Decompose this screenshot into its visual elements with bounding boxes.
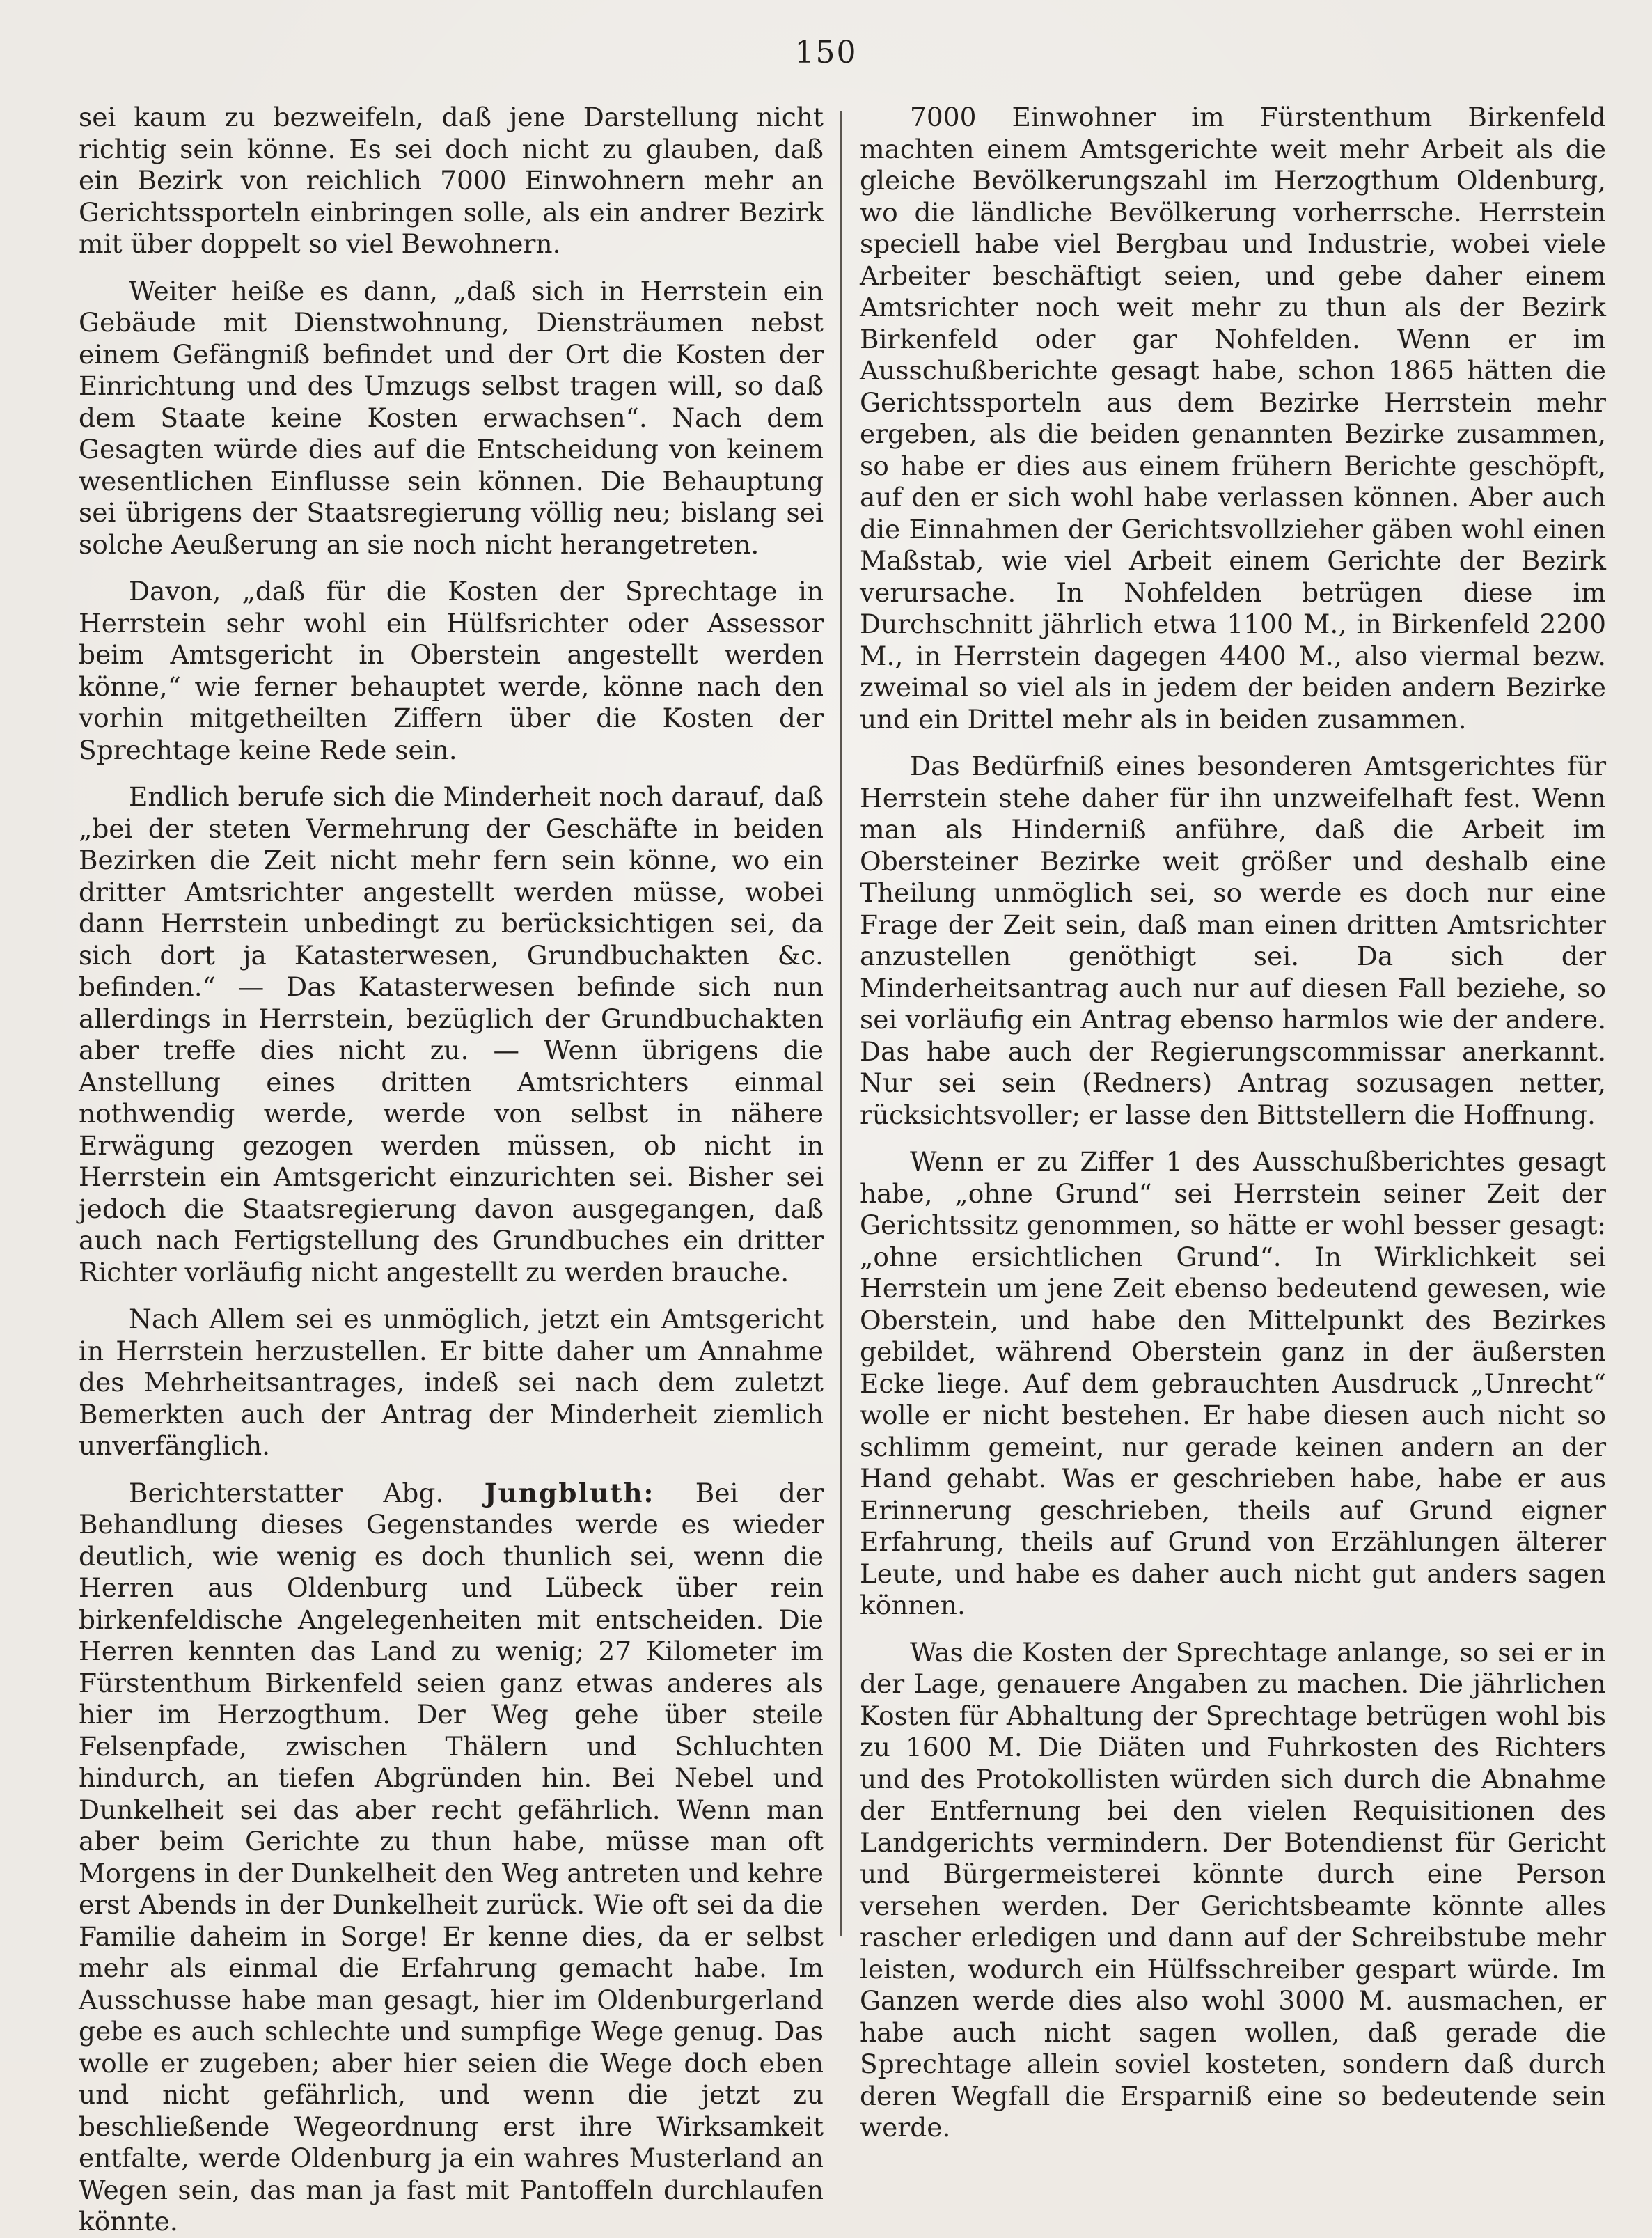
speaker-role: Berichterstatter Abg. [129,1477,444,1508]
paragraph: Wenn er zu Ziffer 1 des Ausschußberichtes gesagt habe, „ohne Grund“ sei Herrstein seiner Zeit der Gerichtssitz genommen, so hätte er wohl besser gesagt: „ohne ersichtlichen Grund“. In Wirklichkeit sei Herrstein um jene Zeit ebenso bedeutend gewesen, wie Oberstein, und habe den Mittelpunkt des Bezirkes gebildet, während Oberstein ganz in der äußersten Ecke liege. Auf dem gebrauchten Ausdruck „Unrecht“ wolle er nicht bestehen. Er habe diesen auch nicht so schlimm gemeint, nur gerade keinen andern an der Hand gehabt. Was er geschrieben habe, habe er aus Erinnerung geschrieben, theils auf Grund eigner Erfahrung, theils auf Grund von Erzählungen älterer Leute, und habe es daher auch nicht gut anders sagen können. [860,1146,1606,1620]
paragraph [79,1478,824,2238]
paragraph: Nach Allem sei es unmöglich, jetzt ein Amtsgericht in Herrstein herzustellen. Er bitte daher um Annahme des Mehrheitsantrages, indeß sei nach dem zuletzt Bemerkten auch der Antrag der Minderheit ziemlich unverfänglich. [79,1304,824,1461]
paragraph: Endlich berufe sich die Minderheit noch darauf, daß „bei der steten Vermehrung der Geschäfte in beiden Bezirken die Zeit nicht mehr fern sein könne, wo ein dritter Amtsrichter angestellt werden müsse, wobei dann Herrstein unbedingt zu berücksichtigen sei, da sich dort ja Katasterwesen, Grundbuchakten &c. befinden.“ — Das Katasterwesen befinde sich nun allerdings in Herrstein, bezüglich der Grundbuchakten aber treffe dies nicht zu. — Wenn übrigens die Anstellung eines dritten Amtsrichters einmal nothwendig werde, werde von selbst in nähere Erwägung gezogen werden müssen, ob nicht in Herrstein ein Amtsgericht einzurichten sei. Bisher sei jedoch die Staatsregierung davon ausgegangen, daß auch nach Fertigstellung des Grundbuches ein dritter Richter vorläufig nicht angestellt zu werden brauche. [79,781,824,1288]
speaker-name: Jungbluth: [484,1477,655,1508]
speech-text: Bei der Behandlung dieses Gegenstandes werde es wieder deutlich, wie wenig es doch thunlich sei, wenn die Herren aus Oldenburg und Lübeck über rein birkenfeldische Angelegenheiten mit entscheiden. Die Herren kennten das Land zu wenig; 27 Kilometer im Fürstenthum Birkenfeld seien ganz etwas anderes als hier im Herzogthum. Der Weg gehe über steile Felsenpfade, zwischen Thälern und Schluchten hindurch, an tiefen Abgründen hin. Bei Nebel und Dunkelheit sei das aber recht gefährlich. Wenn man aber beim Gerichte zu thun habe, müsse man oft Morgens in der Dunkelheit den Weg antreten und kehre erst Abends in der Dunkelheit zurück. Wie oft sei da die Familie daheim in Sorge! Er kenne dies, da er selbst mehr als einmal die Erfahrung gemacht habe. Im Ausschusse habe man gesagt, hier im Oldenburgerland gebe es auch schlechte und sumpfige Wege genug. Das wolle er zugeben; aber hier seien die Wege doch eben und nicht gefährlich, und wenn die jetzt zu beschließende Wegeordnung erst ihre Wirksamkeit entfalte, werde Oldenburg ja ein wahres Musterland an Wegen sein, das man ja fast mit Pantoffeln durchlaufen könnte. [79,1477,824,2237]
paragraph: sei kaum zu bezweifeln, daß jene Darstellung nicht richtig sein könne. Es sei doch nicht zu glauben, daß ein Bezirk von reichlich 7000 Einwohnern mehr an Gerichtssporteln einbringen solle, als ein andrer Bezirk mit über doppelt so viel Bewohnern. [79,102,824,259]
page-number: 150 [794,35,858,70]
paragraph: Das Bedürfniß eines besonderen Amtsgerichtes für Herrstein stehe daher für ihn unzweifelhaft fest. Wenn man als Hinderniß anführe, daß die Arbeit im Obersteiner Bezirke weit größer und deshalb eine Theilung unmöglich sei, so werde es doch nur eine Frage der Zeit sein, daß man einen dritten Amtsrichter anzustellen genöthigt sei. Da sich der Minderheitsantrag auch nur auf diesen Fall beziehe, so sei vorläufig ein Antrag ebenso harmlos wie der andere. Das habe auch der Regierungscommissar anerkannt. Nur sei sein (Redners) Antrag sozusagen netter, rücksichtsvoller; er lasse den Bittstellern die Hoffnung. [860,751,1606,1130]
paragraph: 7000 Einwohner im Fürstenthum Birkenfeld machten einem Amtsgerichte weit mehr Arbeit als die gleiche Bevölkerungszahl im Herzogthum Oldenburg, wo die ländliche Bevölkerung vorherrsche. Herrstein speciell habe viel Bergbau und Industrie, wobei viele Arbeiter beschäftigt seien, und gebe daher einem Amtsrichter noch weit mehr zu thun als der Bezirk Birkenfeld oder gar Nohfelden. Wenn er im Ausschußberichte gesagt habe, schon 1865 hätten die Gerichtssporteln aus dem Bezirke Herrstein mehr ergeben, als die beiden genannten Bezirke zusammen, so habe er dies aus einem frühern Berichte geschöpft, auf den er sich wohl habe verlassen können. Aber auch die Einnahmen der Gerichtsvollzieher gäben wohl einen Maßstab, wie viel Arbeit einem Gerichte der Bezirk verursache. In Nohfelden betrügen diese im Durchschnitt jährlich etwa 1100 M., in Birkenfeld 2200 M., in Herrstein dagegen 4400 M., also viermal bezw. zweimal so viel als in jedem der beiden andern Bezirke und ein Drittel mehr als in beiden zusammen. [860,102,1606,735]
paragraph: Weiter heiße es dann, „daß sich in Herrstein ein Gebäude mit Dienstwohnung, Diensträumen nebst einem Gefängniß befindet und der Ort die Kosten der Einrichtung und des Umzugs selbst tragen will, so daß dem Staate keine Kosten erwachsen“. Nach dem Gesagten würde dies auf die Entscheidung von keinem wesentlichen Einflusse sein können. Die Behauptung sei übrigens der Staatsregierung völlig neu; bislang sei solche Aeußerung an sie noch nicht herangetreten. [79,275,824,560]
paragraph: Was die Kosten der Sprechtage anlange, so sei er in der Lage, genauere Angaben zu machen. Die jährlichen Kosten für Abhaltung der Sprechtage betrügen wohl bis zu 1600 M. Die Diäten und Fuhrkosten des Richters und des Protokollisten würden sich durch die Abnahme der Entfernung bei den vielen Requisitionen des Landgerichts vermindern. Der Botendienst für Gericht und Bürgermeisterei könnte durch eine Person versehen werden. Der Gerichtsbeamte könnte alles rascher erledigen und dann auf der Schreibstube mehr leisten, wodurch ein Hülfsschreiber gespart würde. Im Ganzen werde dies also wohl 3000 M. ausmachen, er habe auch nicht sagen wollen, daß gerade die Sprechtage allein soviel kosteten, sondern daß durch deren Wegfall die Ersparniß eine so bedeutende sein werde. [860,1636,1606,2143]
column-divider [840,111,842,1936]
right-column [860,102,1606,2144]
paragraph: Davon, „daß für die Kosten der Sprechtage in Herrstein sehr wohl ein Hülfsrichter oder Assessor beim Amtsgericht in Oberstein angestellt werden könne,“ wie ferner behauptet werde, könne nach den vorhin mitgetheilten Ziffern über die Kosten der Sprechtage keine Rede sein. [79,576,824,765]
left-column [79,102,824,2238]
